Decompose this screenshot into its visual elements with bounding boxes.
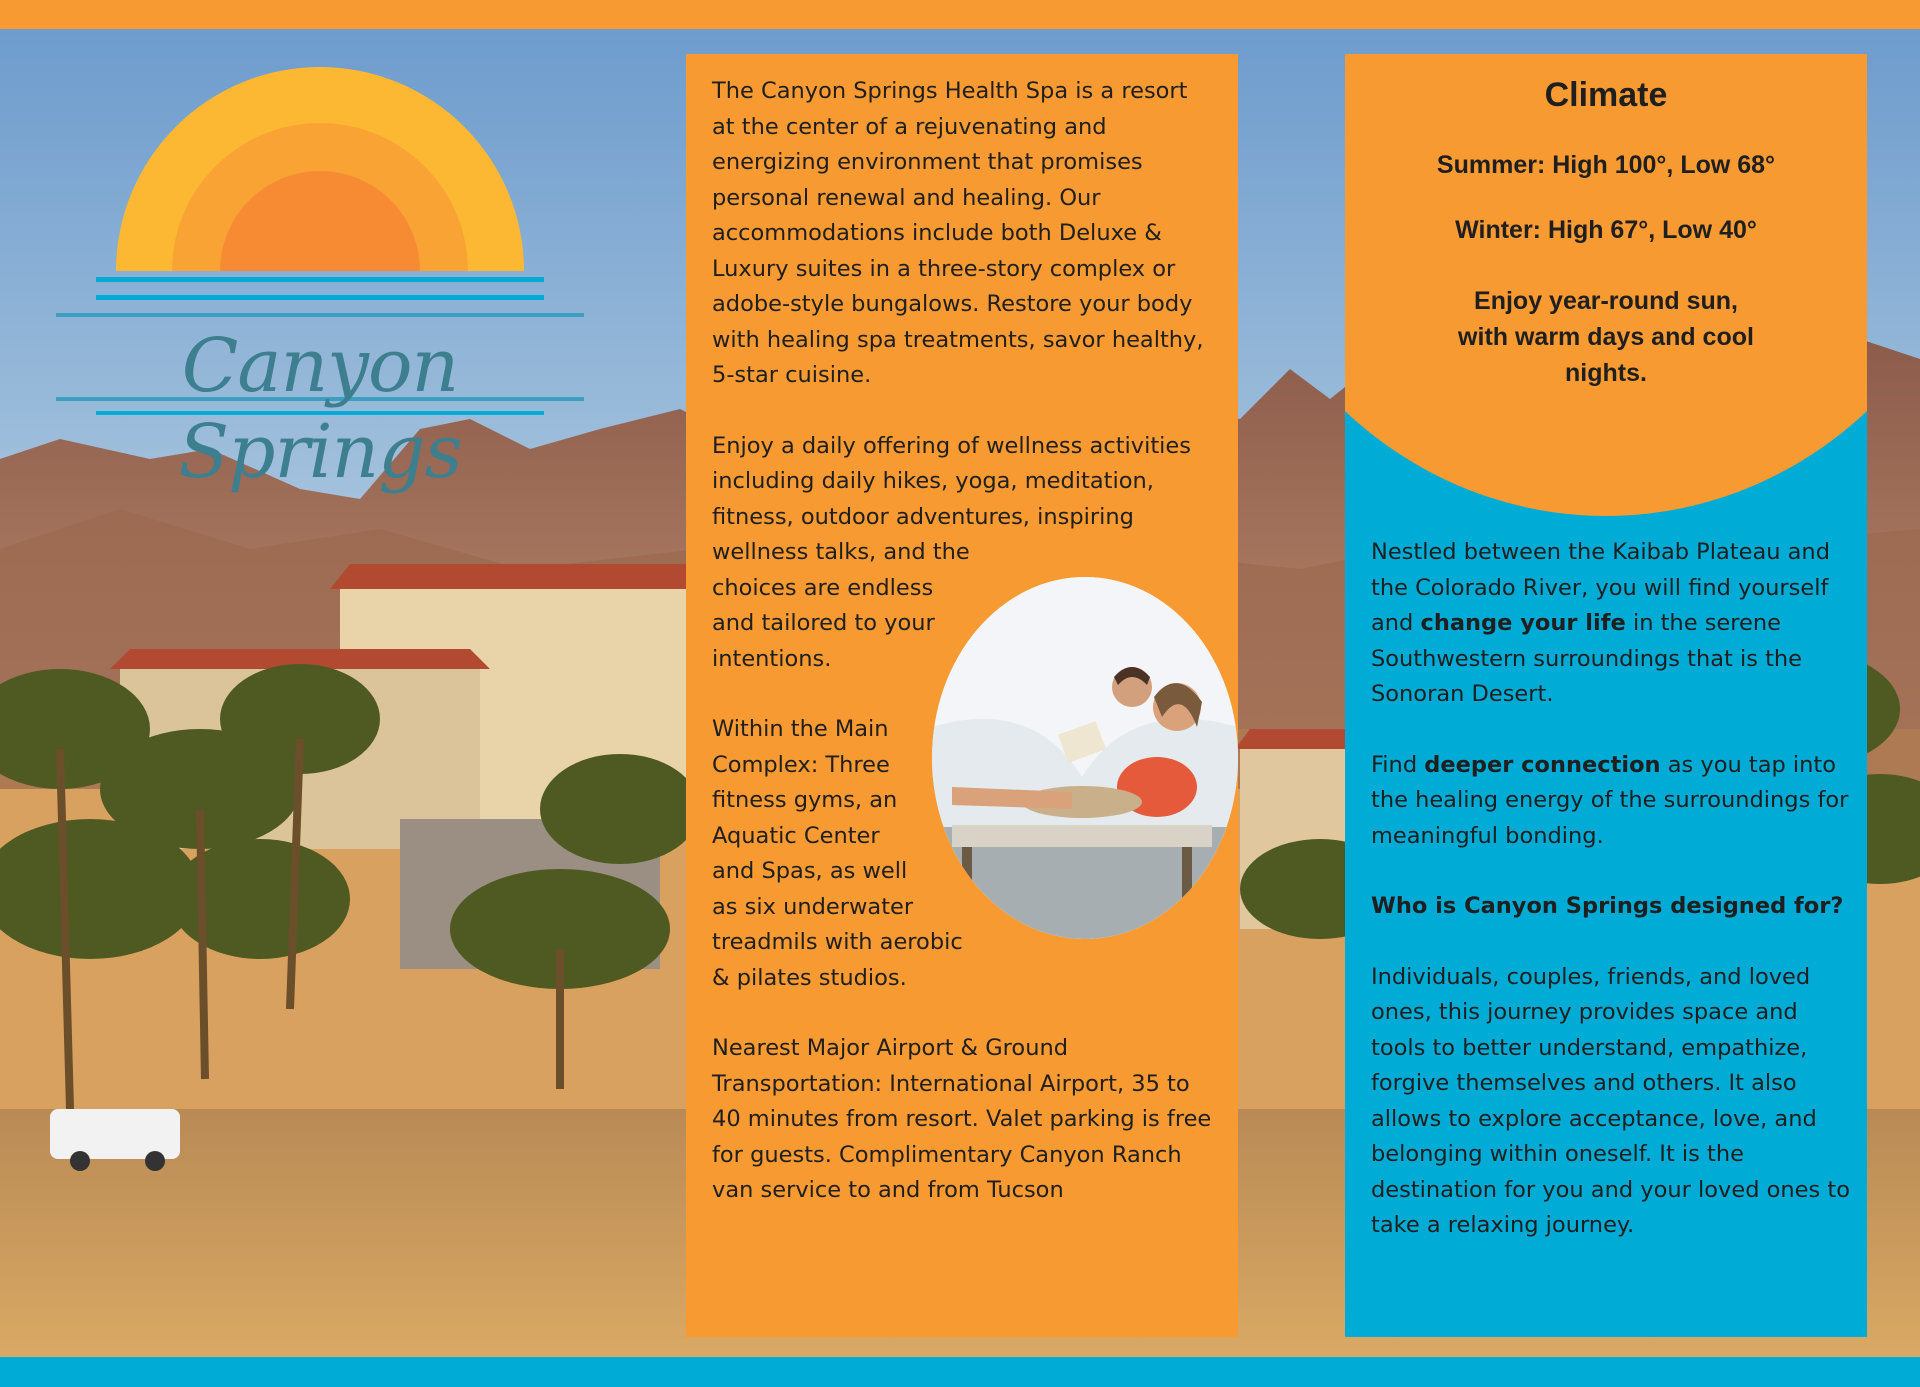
text-line: Aquatic Center (712, 822, 880, 849)
emphasis-text: deeper connection (1424, 751, 1661, 778)
text-line: Enjoy a daily offering of wellness activities (712, 432, 1191, 459)
couple-reading-photo (932, 577, 1238, 939)
text-line: and tailored to your (712, 610, 935, 636)
connection-paragraph (1371, 748, 1851, 855)
right-panel-text (1371, 535, 1851, 1279)
text-line: wellness talks, and the (712, 539, 970, 565)
text-run: Find (1371, 751, 1425, 778)
top-border-bar (0, 0, 1920, 29)
text-line: intentions. (712, 645, 832, 672)
intro-paragraph: The Canyon Springs Health Spa is a resort at the center of a rejuvenating and energizing environment that promises personal renewal and healing. Our accommodations include both Deluxe & Luxury suites in a three-story complex or adobe-style bungalows. Restore your body with healing spa treatments, savor healthy, 5-star cuisine. (712, 78, 1204, 388)
canyon-springs-logo (50, 55, 590, 495)
info-panel-right (1345, 54, 1867, 1337)
summer-temps: Summer: High 100°, Low 68° (1436, 151, 1776, 179)
text-line: fitness, outdoor adventures, inspiring (712, 503, 1134, 530)
location-paragraph (1371, 535, 1851, 713)
text-line: as six underwater (712, 893, 914, 920)
climate-section (1345, 54, 1867, 391)
climate-title: Climate (1544, 76, 1668, 114)
text-run: as you tap into the healing energy of the surroundings for meaningful bonding. (1371, 751, 1849, 849)
climate-note: Enjoy year-round sun, with warm days and cool nights. (1458, 287, 1754, 387)
text-line: and Spas, as well (712, 858, 908, 884)
brand-logo-wordmark: Canyon Springs (178, 323, 462, 495)
emphasis-text: change your life (1420, 610, 1626, 636)
text-line: Complex: Three (712, 751, 890, 778)
text-line: & pilates studios. (712, 964, 907, 991)
bottom-border-bar (0, 1357, 1920, 1387)
text-line: including daily hikes, yoga, meditation, (712, 468, 1154, 494)
text-line: Within the Main (712, 716, 889, 742)
text-run: in the serene Southwestern surroundings that is the Sonoran Desert. (1371, 610, 1803, 707)
transportation-paragraph: Nearest Major Airport & Ground Transportation: International Airport, 35 to 40 minutes from resort. Valet parking is free for guests. Complimentary Canyon Ranch van service to and from Tucson (712, 1035, 1212, 1203)
text-line: treadmils with aerobic (712, 929, 963, 955)
text-line: choices are endless (712, 574, 934, 601)
audience-paragraph: Individuals, couples, friends, and loved ones, this journey provides space and tools to better understand, empathize, forgive themselves and others. It also allows to explore acceptance, love, and belonging within oneself. It is the destination for you and your loved ones to take a relaxing journey. (1371, 963, 1850, 1238)
winter-temps: Winter: High 67°, Low 40° (1455, 216, 1757, 244)
audience-heading: Who is Canyon Springs designed for? (1371, 893, 1844, 919)
text-line: fitness gyms, an (712, 787, 898, 813)
text-run: Nestled between the Kaibab Plateau and the Colorado River, you will find yourself and (1371, 539, 1830, 636)
